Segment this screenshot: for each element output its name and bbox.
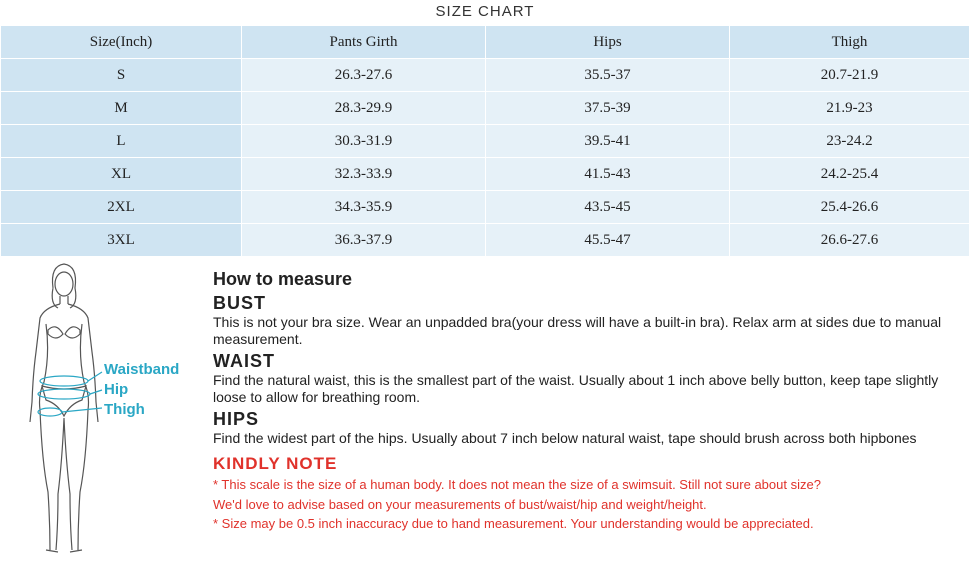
size-cell: 3XL	[1, 224, 242, 257]
table-row	[1, 224, 970, 257]
hips-cell: 35.5-37	[486, 59, 730, 92]
pants-girth-cell: 30.3-31.9	[242, 125, 486, 158]
bust-heading: BUST	[213, 293, 266, 313]
thigh-cell: 21.9-23	[730, 92, 970, 125]
header-pants-girth: Pants Girth	[242, 26, 486, 59]
note-line: We'd love to advise based on your measurements of bust/waist/hip and weight/height.	[213, 496, 707, 512]
size-cell: M	[1, 92, 242, 125]
hips-cell: 41.5-43	[486, 158, 730, 191]
size-cell: S	[1, 59, 242, 92]
note-line: * Size may be 0.5 inch inaccuracy due to hand measurement. Your understanding would be appreciated.	[213, 516, 814, 531]
how-to-measure-section	[213, 266, 963, 534]
table-row	[1, 59, 970, 92]
table-header-row	[1, 26, 970, 59]
thigh-cell: 20.7-21.9	[730, 59, 970, 92]
thigh-cell: 23-24.2	[730, 125, 970, 158]
hips-cell: 37.5-39	[486, 92, 730, 125]
table-row	[1, 158, 970, 191]
hips-heading: HIPS	[213, 409, 260, 429]
hips-text: Find the widest part of the hips. Usually about 7 inch below natural waist, tape should brush across both hipbones	[213, 430, 917, 446]
hips-cell: 45.5-47	[486, 224, 730, 257]
size-cell: L	[1, 125, 242, 158]
pants-girth-cell: 32.3-33.9	[242, 158, 486, 191]
header-size: Size(Inch)	[1, 26, 242, 59]
note-line: * This scale is the size of a human body. It does not mean the size of a swimsuit. Still not sure about size?	[213, 477, 821, 492]
thigh-label: Thigh	[104, 401, 145, 418]
table-row	[1, 92, 970, 125]
hips-cell: 39.5-41	[486, 125, 730, 158]
waist-heading: WAIST	[213, 351, 275, 371]
pants-girth-cell: 28.3-29.9	[242, 92, 486, 125]
bust-text: This is not your bra size. Wear an unpadded bra(your dress will have a built-in bra). Relax arm at sides due to manual measurement.	[213, 314, 942, 347]
header-hips: Hips	[486, 26, 730, 59]
hip-label: Hip	[104, 381, 129, 398]
how-to-measure-heading: How to measure	[213, 269, 353, 289]
waistband-label: Waistband	[104, 361, 180, 378]
size-cell: XL	[1, 158, 242, 191]
pants-girth-cell: 34.3-35.9	[242, 191, 486, 224]
thigh-cell: 25.4-26.6	[730, 191, 970, 224]
pants-girth-cell: 36.3-37.9	[242, 224, 486, 257]
size-chart-title: SIZE CHART	[435, 3, 535, 20]
thigh-cell: 24.2-25.4	[730, 158, 970, 191]
hips-cell: 43.5-45	[486, 191, 730, 224]
table-row	[1, 125, 970, 158]
pants-girth-cell: 26.3-27.6	[242, 59, 486, 92]
table-row	[1, 191, 970, 224]
kindly-note-heading: KINDLY NOTE	[213, 454, 338, 473]
size-cell: 2XL	[1, 191, 242, 224]
kindly-note	[213, 453, 963, 534]
size-chart-table	[0, 25, 970, 257]
thigh-cell: 26.6-27.6	[730, 224, 970, 257]
header-thigh: Thigh	[730, 26, 970, 59]
waist-text: Find the natural waist, this is the smallest part of the waist. Usually about 1 inch above belly button, keep tape slightly loose to allow for breathing room.	[213, 372, 939, 405]
